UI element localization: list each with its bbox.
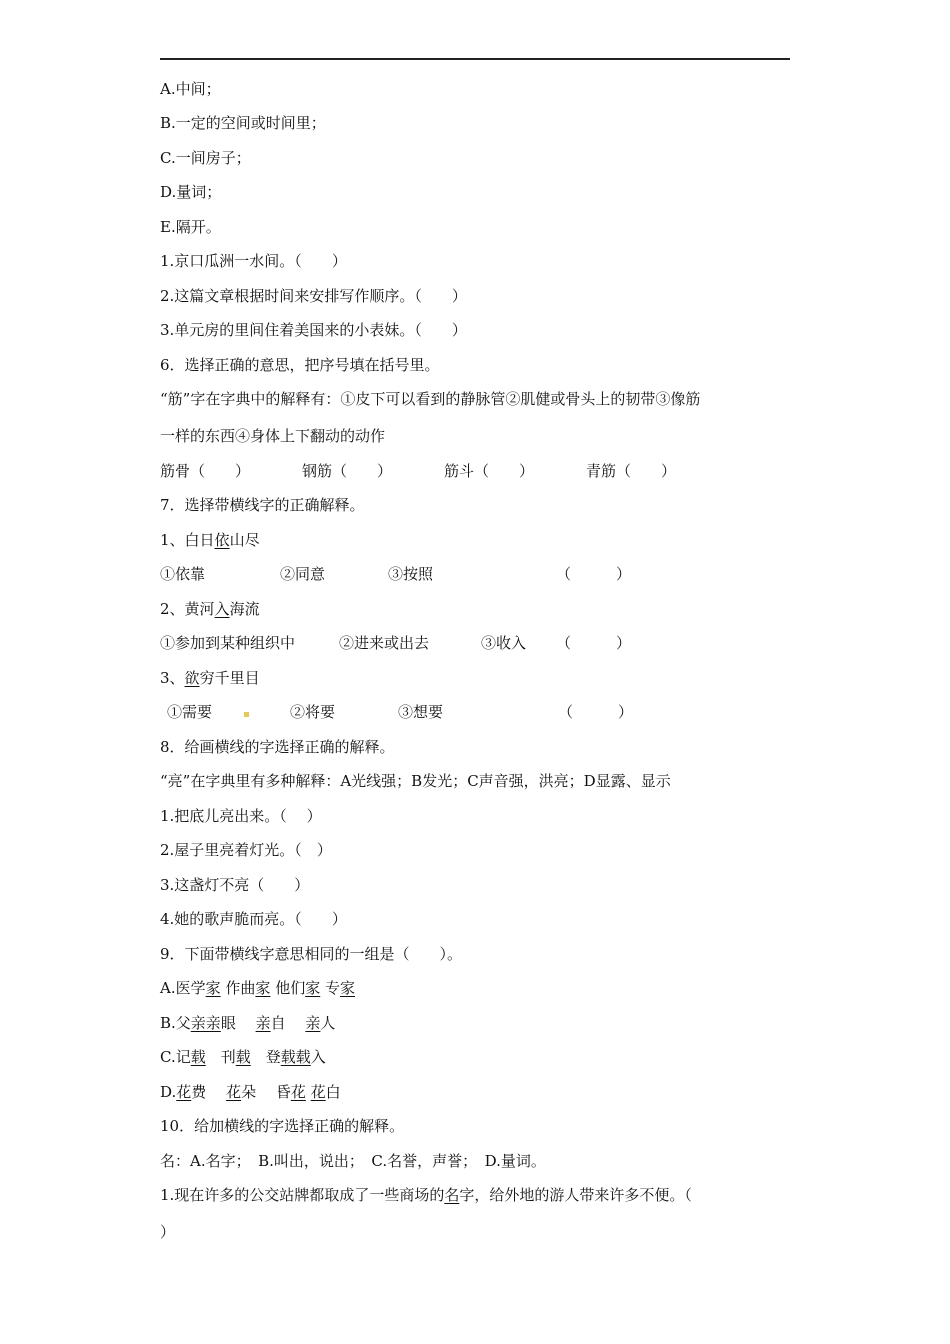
question-line: 2.这篇文章根据时间来安排写作顺序。（ ） [160, 287, 467, 305]
option-a: A.中间； [160, 80, 221, 98]
group-a: A.医学家 作曲家 他们家 专家 [160, 979, 356, 997]
question-line: 3.单元房的里间住着美国来的小表妹。（ ） [160, 321, 467, 339]
section-7-title: 7．选择带横线字的正确解释。 [160, 496, 365, 514]
question-line: 2.屋子里亮着灯光。（ ） [160, 841, 332, 859]
answer-blank: （ ） [556, 565, 632, 583]
option-c: C.一间房子； [160, 149, 251, 167]
underlined-char: 依 [214, 531, 230, 549]
choice: ①依靠 [160, 565, 206, 583]
choice: ③收入 [481, 634, 527, 652]
section-6-title: 6．选择正确的意思，把序号填在括号里。 [160, 356, 440, 374]
choice: ③按照 [388, 565, 434, 583]
underlined-char: 入 [214, 600, 230, 618]
choice: ②同意 [280, 565, 326, 583]
poem-line: 1、白日依山尽 [160, 531, 260, 549]
section-10-title: 10．给加横线的字选择正确的解释。 [160, 1117, 405, 1135]
poem-line: 2、黄河入海流 [160, 600, 260, 618]
mark-dot [244, 712, 249, 717]
question-line: 1.京口瓜洲一水间。（ ） [160, 252, 347, 270]
option-e: E.隔开。 [160, 218, 221, 236]
option-b: B.一定的空间或时间里； [160, 114, 326, 132]
section-6-desc: “筋”字在字典中的解释有：①皮下可以看到的静脉管②肌健或骨头上的韧带③像筋 [160, 390, 701, 408]
answer-item: 筋斗（ ） [444, 462, 535, 480]
poem-line: 3、欲穷千里目 [160, 669, 260, 687]
question-line: 4.她的歌声脆而亮。（ ） [160, 910, 347, 928]
answer-item: 钢筋（ ） [302, 462, 393, 480]
answer-blank: （ ） [556, 634, 632, 652]
answer-item: 青筋（ ） [586, 462, 677, 480]
choice: ②进来或出去 [339, 634, 430, 652]
underlined-char: 名 [444, 1186, 460, 1204]
section-6-desc: 一样的东西④身体上下翻动的动作 [160, 427, 386, 445]
choice: ①需要 [167, 703, 213, 721]
choice: ②将要 [290, 703, 336, 721]
question-line: 3.这盏灯不亮（ ） [160, 876, 310, 894]
section-9-title: 9．下面带横线字意思相同的一组是（ ）。 [160, 945, 463, 963]
section-8-title: 8．给画横线的字选择正确的解释。 [160, 738, 395, 756]
underlined-char: 欲 [184, 669, 200, 687]
section-8-desc: “亮”在字典里有多种解释：A光线强；B发光；C声音强，洪亮；D显露、显示 [160, 772, 671, 790]
header-rule [160, 58, 790, 60]
choice: ①参加到某种组织中 [160, 634, 296, 652]
group-b: B.父亲亲眼 亲自 亲人 [160, 1014, 336, 1032]
section-10-desc: 名：A.名字； B.叫出，说出； C.名誉，声誉； D.量词。 [160, 1152, 546, 1170]
answer-item: 筋骨（ ） [160, 462, 251, 480]
group-c: C.记载 刊载 登载载入 [160, 1048, 326, 1066]
question-line: 1.把底儿亮出来。（ ） [160, 807, 322, 825]
option-d: D.量词； [160, 183, 222, 201]
choice: ③想要 [398, 703, 444, 721]
question-line: 1.现在许多的公交站牌都取成了一些商场的名字，给外地的游人带来许多不便。（ [160, 1186, 692, 1204]
question-line: ） [160, 1223, 176, 1241]
answer-blank: （ ） [558, 703, 634, 721]
group-d: D.花费 花朵 昏花 花白 [160, 1083, 341, 1101]
